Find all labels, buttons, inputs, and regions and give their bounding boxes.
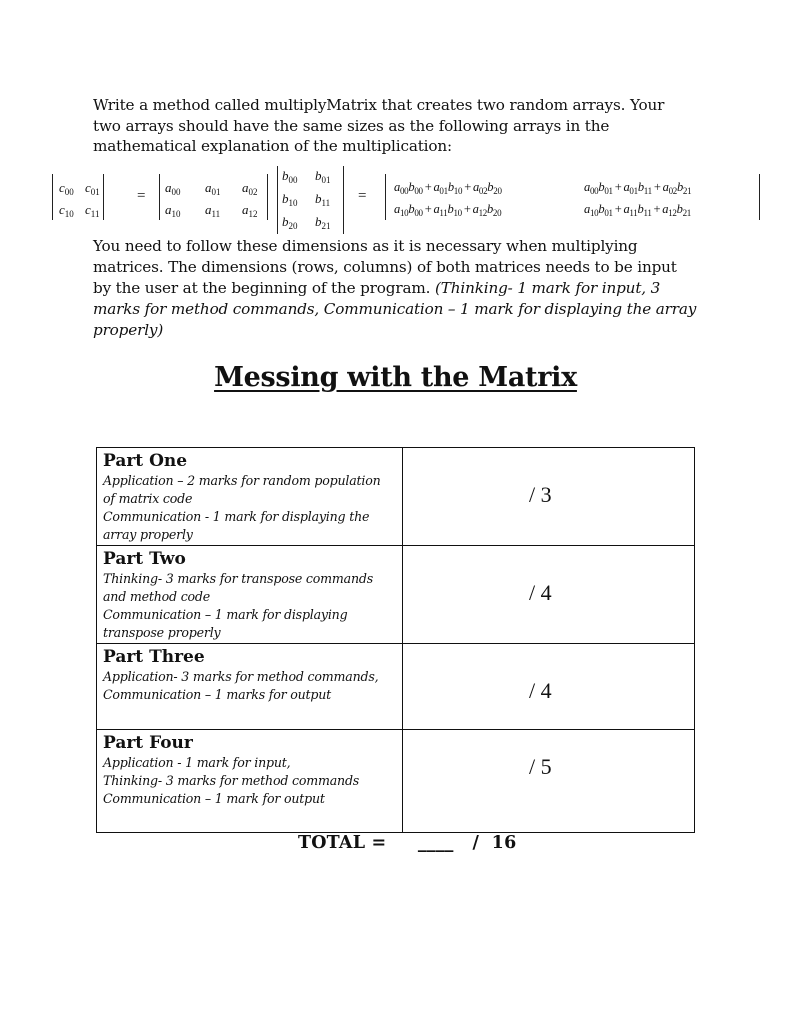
rubric-row-part-one	[97, 448, 694, 546]
matrix-c	[52, 174, 104, 220]
c-cell: $c_{11}$	[85, 202, 100, 219]
part-score: / 4	[529, 580, 552, 605]
matrix-a	[159, 174, 268, 220]
c-cell: $c_{10}$	[59, 202, 74, 219]
part-title: Part Four	[103, 733, 193, 753]
para2-line-2: matrices. The dimensions (rows, columns) of both matrices needs to be input	[93, 258, 677, 276]
rubric-criteria-cell	[97, 644, 403, 729]
part-description: Application- 3 marks for method commands, Communication – 1 marks for output	[103, 669, 379, 702]
c-cell: $c_{00}$	[59, 180, 74, 197]
part-title: Part Two	[103, 549, 186, 569]
matrix-equation	[52, 166, 764, 234]
b-cell: $b_{11}$	[315, 191, 331, 208]
a-cell: $a_{12}$	[242, 202, 258, 219]
b-cell: $b_{00}$	[282, 168, 298, 185]
para2-line-1: You need to follow these dimensions as it is necessary when multiplying	[93, 237, 638, 255]
part-description: Application - 1 mark for input, Thinking- 3 marks for method commands Communication – 1 mark for output	[103, 755, 360, 806]
product-entry: $a_{00}b_{00} + a_{01}b_{10} + a_{02}b_{20}$	[394, 180, 502, 196]
part-score: / 3	[529, 482, 552, 507]
rubric-row-part-three	[97, 644, 694, 730]
para2-line-3-italic: (Thinking- 1 mark for input, 3	[434, 279, 661, 297]
instructions-paragraph	[93, 236, 703, 341]
part-title: Part One	[103, 451, 188, 471]
matrix-b	[277, 166, 344, 234]
para2-line-5: properly)	[93, 321, 164, 339]
page-title: Messing with the Matrix	[214, 362, 577, 393]
matrix-product	[385, 174, 760, 220]
a-cell: $a_{11}$	[205, 202, 221, 219]
rubric-criteria-cell	[97, 546, 403, 643]
part-score: / 4	[529, 678, 552, 703]
rubric-row-part-two	[97, 546, 694, 644]
c-cell: $c_{01}$	[85, 180, 100, 197]
product-entry: $a_{10}b_{01} + a_{11}b_{11} + a_{12}b_{21}$	[584, 202, 691, 218]
rubric-criteria-cell	[97, 730, 403, 832]
intro-paragraph	[93, 95, 703, 157]
a-cell: $a_{01}$	[205, 180, 221, 197]
rubric-table	[96, 447, 695, 833]
intro-line-2: two arrays should have the same sizes as the following arrays in the	[93, 116, 610, 135]
equals-sign: =	[137, 188, 146, 204]
part-description: Application – 2 marks for random population of matrix code Communication - 1 mark for displaying the array properly	[103, 473, 381, 542]
part-title: Part Three	[103, 647, 205, 667]
part-score: / 5	[529, 754, 552, 779]
b-cell: $b_{21}$	[315, 214, 331, 231]
para2-line-3: by the user at the beginning of the program.	[93, 279, 435, 297]
a-cell: $a_{10}$	[165, 202, 181, 219]
intro-line-1: Write a method called multiplyMatrix that creates two random arrays. Your	[93, 96, 665, 114]
rubric-row-part-four	[97, 730, 694, 832]
product-entry: $a_{10}b_{00} + a_{11}b_{10} + a_{12}b_{20}$	[394, 202, 502, 218]
b-cell: $b_{01}$	[315, 168, 331, 185]
total-score: TOTAL = ____ / 16	[298, 833, 517, 853]
para2-line-4: marks for method commands, Communication – 1 mark for displaying the array	[93, 300, 697, 318]
rubric-criteria-cell	[97, 448, 403, 545]
intro-line-3: mathematical explanation of the multiplication:	[93, 137, 452, 155]
a-cell: $a_{02}$	[242, 180, 258, 197]
b-cell: $b_{20}$	[282, 214, 298, 231]
a-cell: $a_{00}$	[165, 180, 181, 197]
product-entry: $a_{00}b_{01} + a_{01}b_{11} + a_{02}b_{21}$	[584, 180, 692, 196]
b-cell: $b_{10}$	[282, 191, 298, 208]
part-description: Thinking- 3 marks for transpose commands and method code Communication – 1 mark for displaying transpose properly	[103, 571, 373, 640]
equals-sign: =	[358, 188, 367, 204]
